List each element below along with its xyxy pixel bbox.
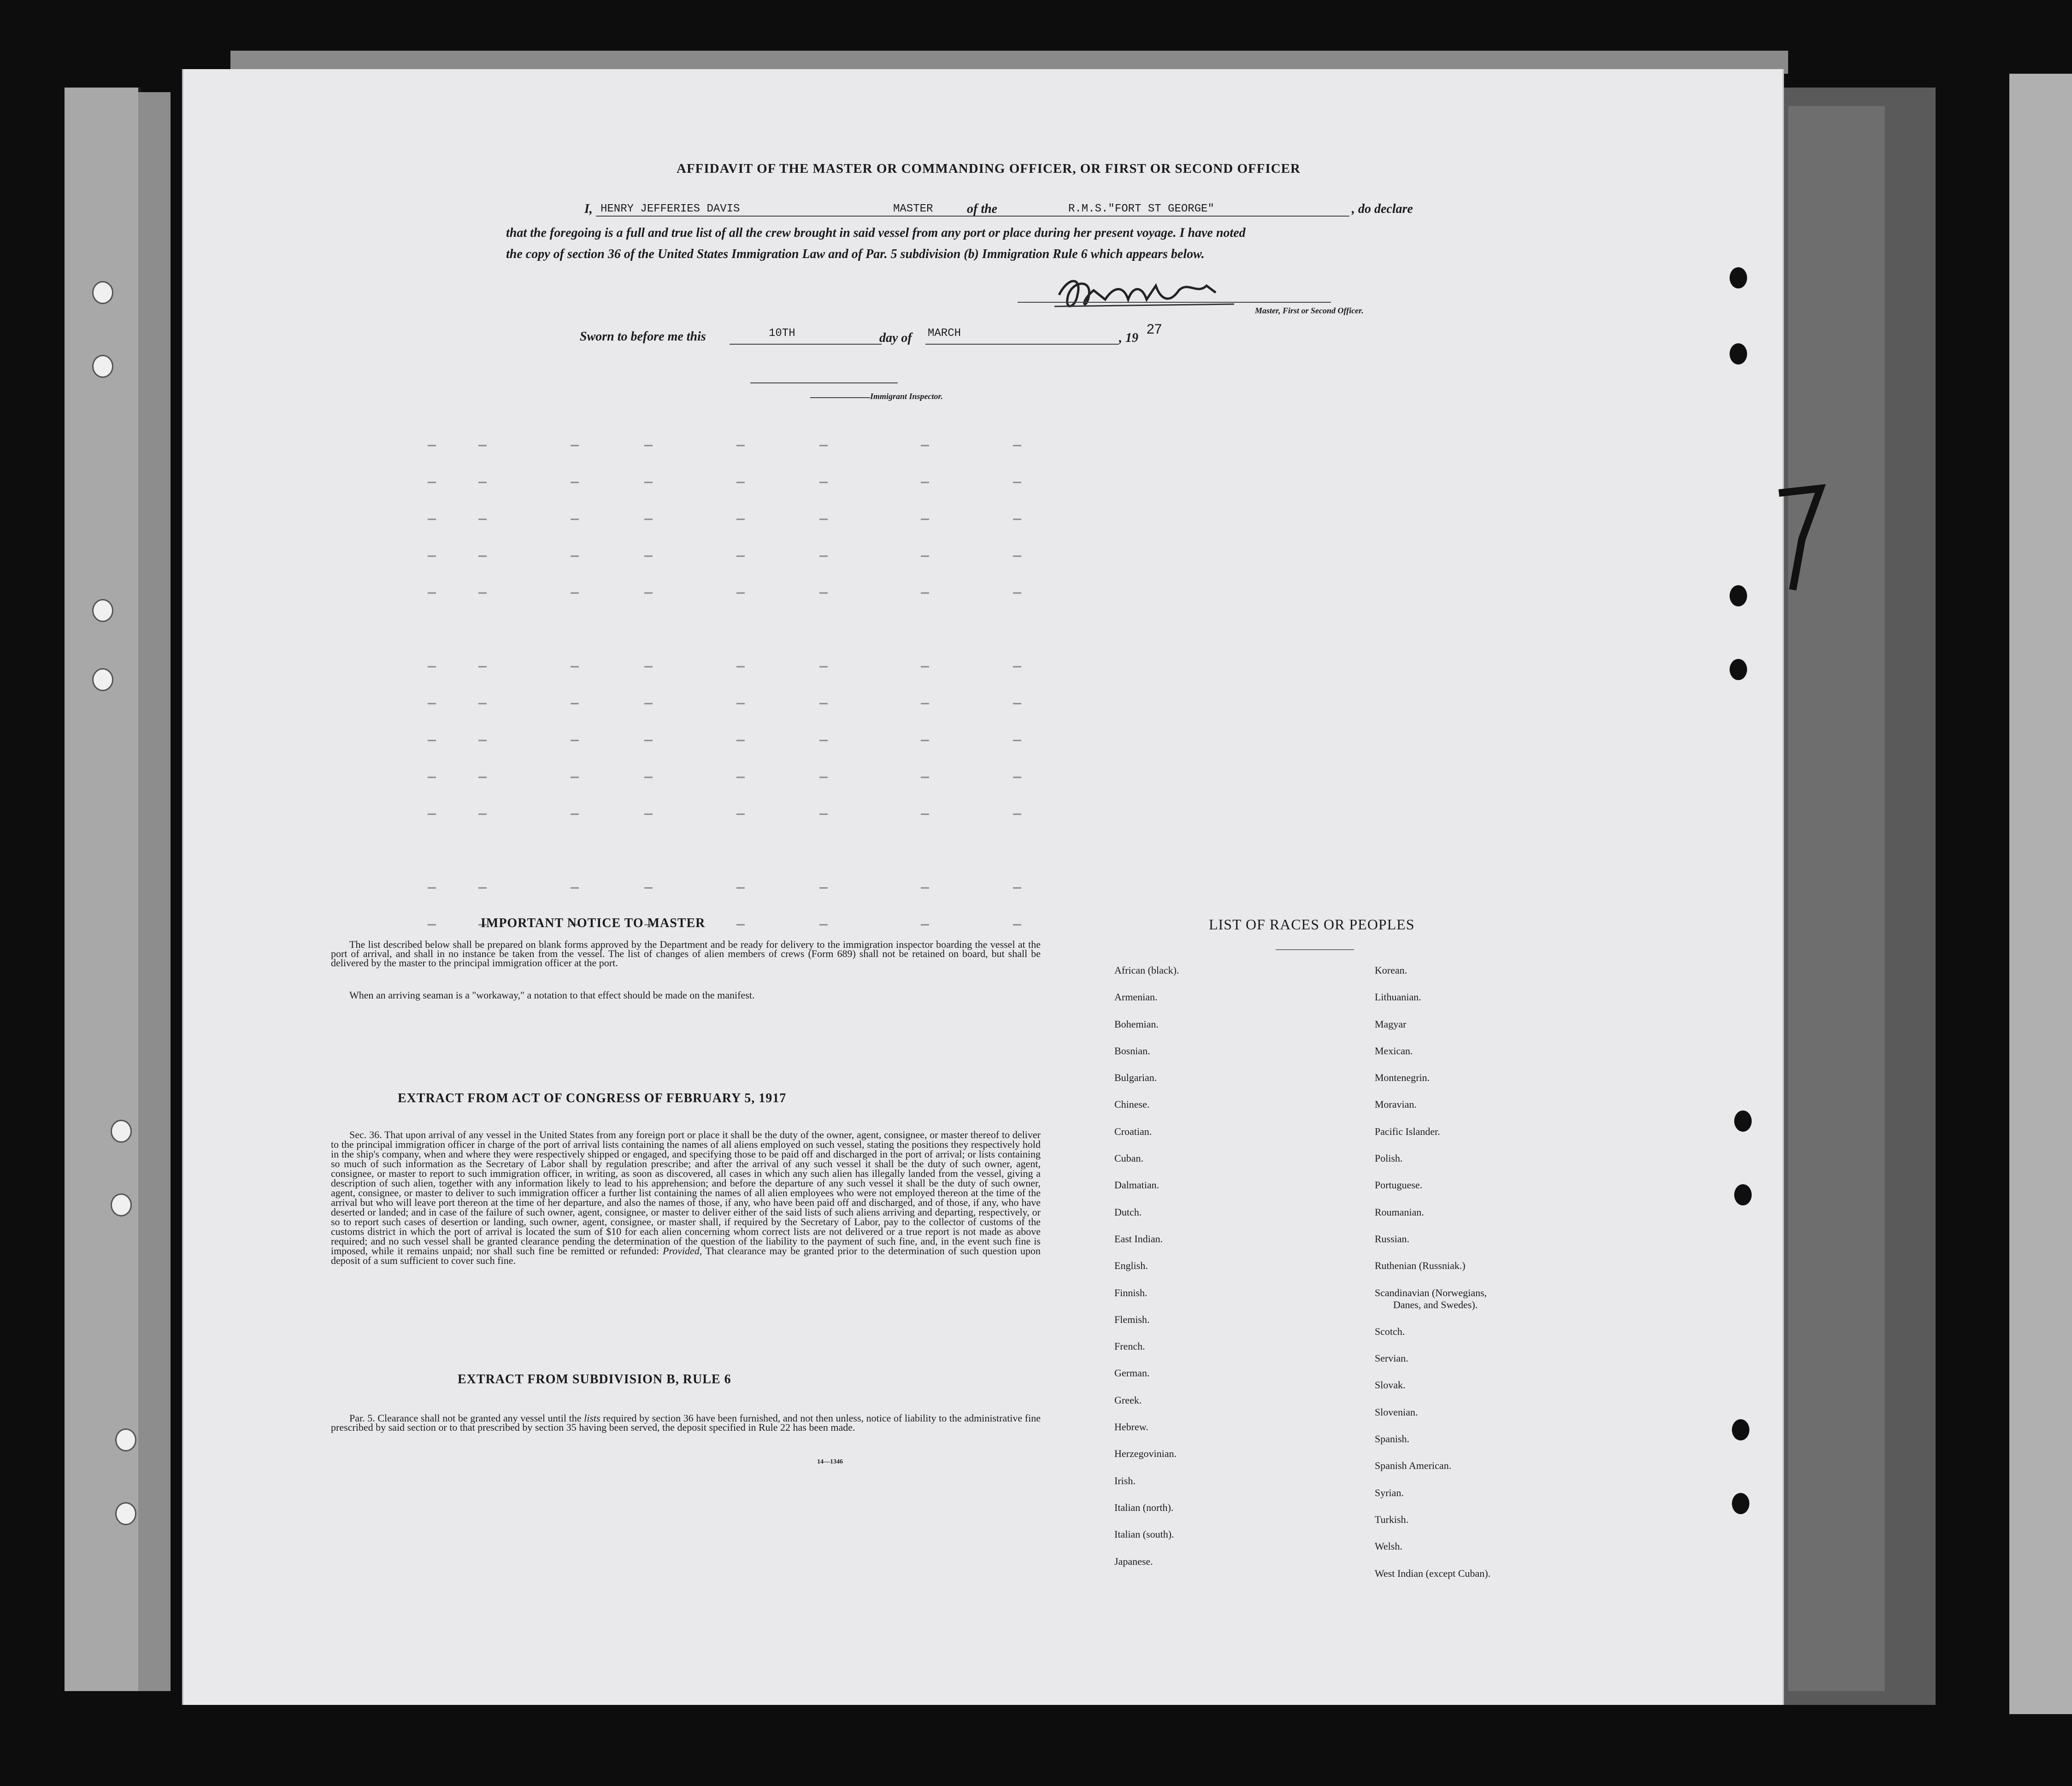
race-item: Slovak.: [1375, 1379, 1406, 1391]
race-item: African (black).: [1114, 964, 1179, 976]
bleed-through-marks: [183, 69, 1783, 1705]
race-item: Russian.: [1375, 1233, 1410, 1245]
race-item: Servian.: [1375, 1352, 1408, 1364]
lists-word: lists: [584, 1412, 600, 1424]
race-item: Welsh.: [1375, 1540, 1402, 1552]
race-item: Portuguese.: [1375, 1179, 1423, 1191]
binder-hole: [111, 1120, 132, 1143]
race-item: West Indian (except Cuban).: [1375, 1567, 1491, 1579]
race-item: Syrian.: [1375, 1486, 1404, 1498]
race-item: Moravian.: [1375, 1099, 1417, 1110]
sworn-month: MARCH: [928, 327, 961, 340]
race-item-continued: Danes, and Swedes).: [1393, 1298, 1478, 1310]
race-item: Slovenian.: [1375, 1406, 1418, 1418]
par-5-text-b: required by section 36 have been furnished, and not then unless, notice of liability to the administrative fine prescribed by said section or to that prescribed by section 35 having been served, the deposit specified in Rule 22 has been made.: [331, 1412, 1041, 1433]
extract-rule-heading: EXTRACT FROM SUBDIVISION B, RULE 6: [458, 1372, 731, 1386]
races-column-1: [1114, 964, 1179, 1582]
year-suffix: 27: [1147, 322, 1162, 337]
race-item: Italian (south).: [1114, 1528, 1174, 1540]
affidavit-line-2: that the foregoing is a full and true list of all the crew brought in said vessel from any port or place during her present voyage. I have noted: [506, 226, 1246, 240]
race-item: Bulgarian.: [1114, 1072, 1157, 1084]
binder-hole: [92, 355, 113, 378]
extract-congress-text: [331, 1130, 1041, 1265]
race-item: Japanese.: [1114, 1555, 1153, 1567]
race-item: Korean.: [1375, 964, 1407, 976]
race-item: Mexican.: [1375, 1045, 1413, 1057]
form-number: 14—1346: [817, 1458, 843, 1465]
race-item: Finnish.: [1114, 1287, 1148, 1298]
race-item: English.: [1114, 1260, 1148, 1272]
master-rank: MASTER: [893, 203, 933, 215]
binder-hole: [92, 599, 113, 622]
race-item: Bohemian.: [1114, 1018, 1159, 1030]
right-cover-band-inner: [1788, 106, 1885, 1691]
race-item: Turkish.: [1375, 1513, 1409, 1525]
race-item: East Indian.: [1114, 1233, 1163, 1245]
affidavit-heading: AFFIDAVIT OF THE MASTER OR COMMANDING OFFICER, OR FIRST OR SECOND OFFICER: [677, 161, 1301, 176]
race-item: Scotch.: [1375, 1325, 1405, 1337]
vessel-name: R.M.S."FORT ST GEORGE": [1068, 203, 1214, 215]
race-item: Cuban.: [1114, 1152, 1143, 1164]
race-item: Croatian.: [1114, 1125, 1152, 1137]
binder-hole: [115, 1428, 136, 1451]
right-page-edge: [2009, 74, 2072, 1714]
binder-hole: [92, 668, 113, 691]
day-of-text: day of: [879, 331, 912, 345]
race-item: Ruthenian (Russniak.): [1375, 1260, 1466, 1272]
race-item: Armenian.: [1114, 991, 1158, 1003]
year-prefix: , 19: [1119, 331, 1138, 345]
race-item: Lithuanian.: [1375, 991, 1421, 1003]
affidavit-page: [182, 69, 1784, 1705]
notice-paragraph-2: When an arriving seaman is a "workaway," a notation to that effect should be made on the manifest.: [349, 989, 755, 1001]
left-page-edge-inner: [138, 92, 171, 1691]
section-36-end: That clearance may be granted prior to the determination of such question upon deposit of a sum sufficient to cover such fine.: [331, 1245, 1041, 1266]
sworn-day: 10TH: [769, 327, 795, 340]
race-item: Dutch.: [1114, 1206, 1142, 1218]
race-item: Chinese.: [1114, 1099, 1150, 1110]
binder-hole: [115, 1502, 136, 1525]
race-item: Flemish.: [1114, 1313, 1150, 1325]
race-item: Spanish American.: [1375, 1460, 1452, 1472]
notice-paragraph-1: The list described below shall be prepared on blank forms approved by the Department and be ready for delivery to the immigration inspector boarding the vessel at the port of arrival, and shall in no instance be taken from the vessel. The list of changes of alien members of crews (Form 689) shall not be retained on board, but shall be delivered by the master to the principal immigration officer at the port.: [331, 939, 1041, 969]
race-item: Scandinavian (Norwegians,: [1375, 1287, 1487, 1298]
race-item: Greek.: [1114, 1394, 1142, 1406]
binder-hole: [92, 281, 113, 304]
race-item: Magyar: [1375, 1018, 1407, 1030]
races-column-2: [1375, 964, 1490, 1594]
extract-rule-text: [331, 1414, 1041, 1432]
notice-heading: IMPORTANT NOTICE TO MASTER: [481, 916, 706, 930]
race-item: Polish.: [1375, 1152, 1403, 1164]
race-item: Hebrew.: [1114, 1421, 1148, 1433]
par-5-text-a: Par. 5. Clearance shall not be granted any vessel until the: [349, 1412, 582, 1424]
handwritten-mark: [1774, 484, 1830, 594]
race-item: Italian (north).: [1114, 1501, 1174, 1513]
races-heading-rule: [1276, 949, 1354, 950]
race-item: French.: [1114, 1340, 1145, 1352]
affidavit-i: I,: [584, 202, 593, 216]
race-item: Dalmatian.: [1114, 1179, 1160, 1191]
race-item: Bosnian.: [1114, 1045, 1150, 1057]
signature-caption: Master, First or Second Officer.: [1255, 306, 1364, 315]
races-heading: LIST OF RACES OR PEOPLES: [1209, 916, 1415, 933]
provided-word: Provided,: [662, 1245, 702, 1257]
inspector-caption: Immigrant Inspector.: [870, 392, 943, 401]
sworn-text: Sworn to before me this: [580, 329, 706, 344]
extract-congress-heading: EXTRACT FROM ACT OF CONGRESS OF FEBRUARY 5, 1917: [398, 1091, 787, 1105]
race-item: Pacific Islander.: [1375, 1125, 1440, 1137]
race-item: Montenegrin.: [1375, 1072, 1430, 1084]
affidavit-line-3: the copy of section 36 of the United States Immigration Law and of Par. 5 subdivision (b) Immigration Rule 6 which appears below.: [506, 247, 1205, 261]
race-item: Irish.: [1114, 1475, 1136, 1486]
do-declare-text: , do declare: [1352, 202, 1413, 216]
section-36-text: Sec. 36. That upon arrival of any vessel in the United States from any foreign port or place it shall be the duty of the owner, agent, consignee, or master thereof to deliver to the principal immigration officer in charge of the port of arrival lists containing the names of all aliens employed on such vessel, stating the positions they respectively hold in the ship's company, when and where they were respectively shipped or engaged, and specifying those to be paid off and discharged in the port of arrival; or lists containing so much of such information as the Secretary of Labor shall by regulation prescribe; and after the arrival of any such vessel it shall be the duty of such owner, agent, consignee, or master to report to such immigration officer, in writing, as soon as discovered, all cases in which any such alien has illegally landed from the vessel, giving a description of such alien, together with any information likely to lead to his apprehension; and before the departure of any such vessel it shall be the duty of such owner, agent, consignee, or master to deliver to such immigration officer a further list containing the names of all alien employees who were not employed thereon at the time of the arrival but who will leave port thereon at the time of her departure, and also the names of those, if any, who have been paid off and discharged, and of those, if any, who have deserted or landed; and in case of the failure of such owner, agent, consignee, or master to deliver either of the said lists of such aliens arriving and departing, respectively, or so to report such cases of desertion or landing, such owner, agent, consignee, or master shall, if required by the Secretary of Labor, pay to the collector of customs of the customs district in which the port of arrival is located the sum of $10 for each alien concerning whom correct lists are not delivered or a true report is not made as above required; and no such vessel shall be granted clearance pending the determination of the question of the liability to the payment of such fine, and, in the event such fine is imposed, while it remains unpaid; nor shall such fine be remitted or refunded:: [331, 1129, 1041, 1257]
master-name: HENRY JEFFERIES DAVIS: [600, 203, 740, 215]
binder-hole: [111, 1193, 132, 1216]
race-item: Spanish.: [1375, 1433, 1410, 1445]
race-item: Herzegovinian.: [1114, 1448, 1177, 1460]
of-the-text: of the: [967, 202, 998, 216]
race-item: Roumanian.: [1375, 1206, 1424, 1218]
race-item: German.: [1114, 1367, 1150, 1379]
